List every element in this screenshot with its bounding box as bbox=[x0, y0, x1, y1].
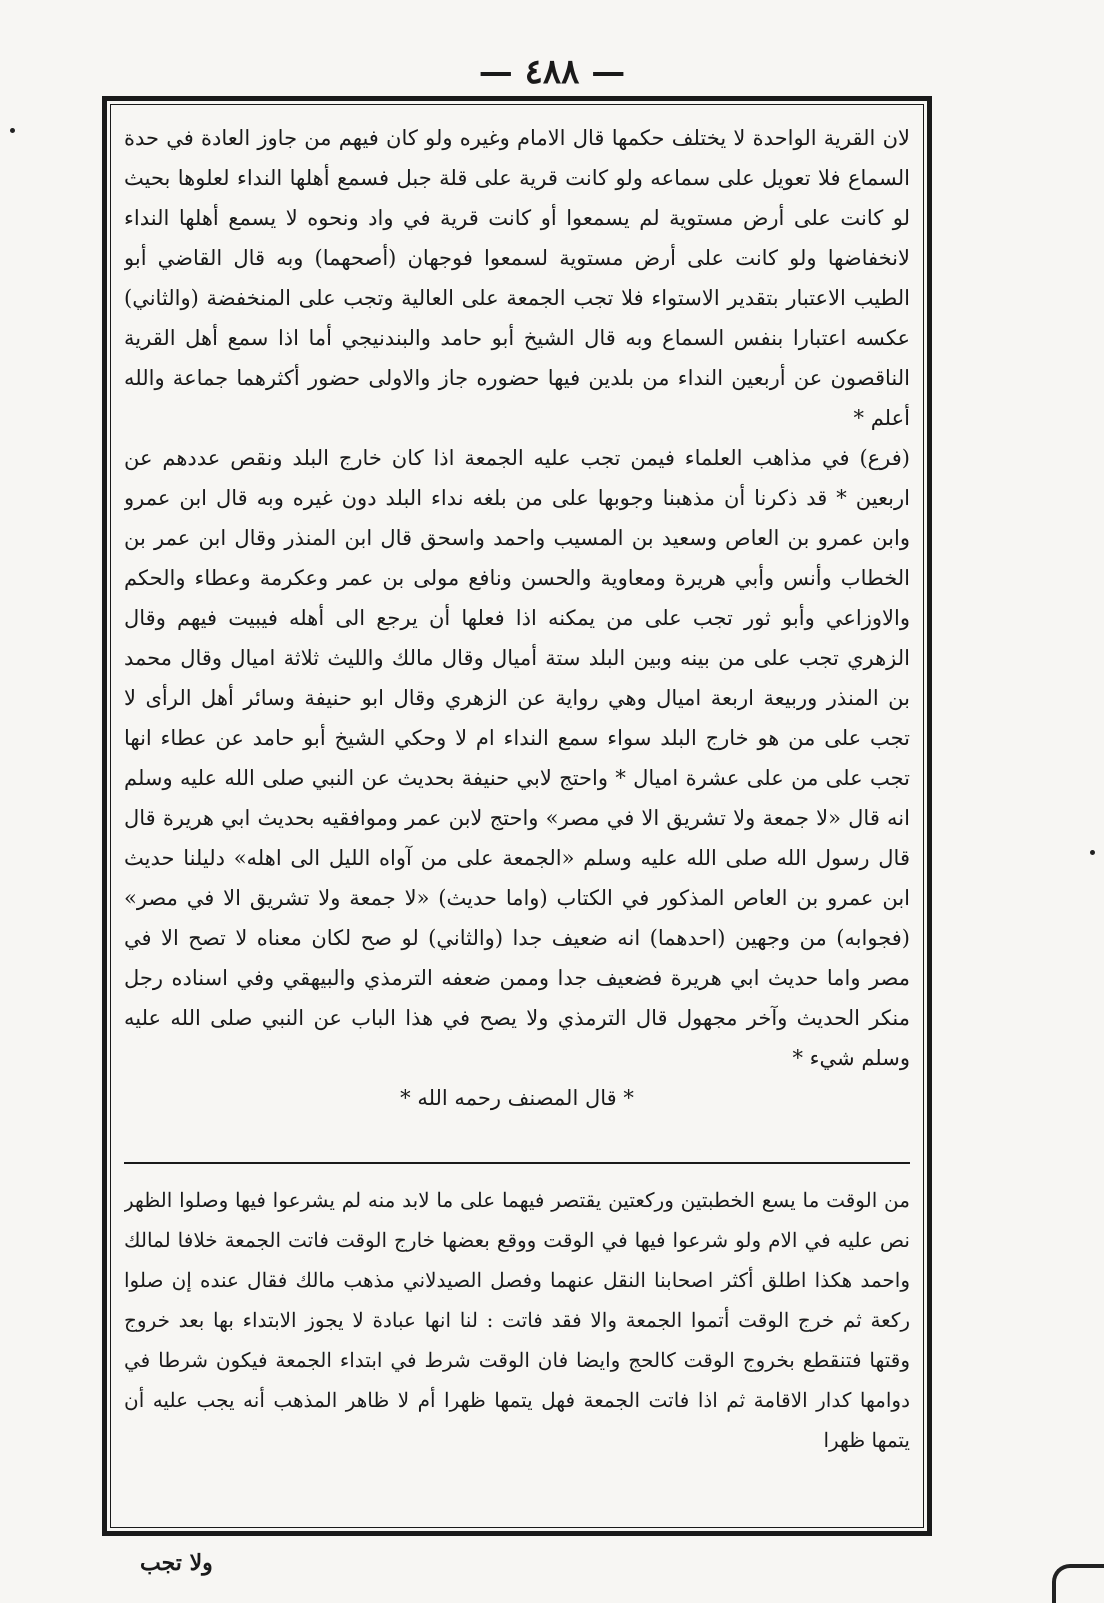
main-paragraph-1: لان القرية الواحدة لا يختلف حكمها قال الامام وغيره ولو كان فيهم من جاوز العادة في حدة السماع فلا تعويل على سماعه ولو كانت قرية على قلة جبل فسمع أهلها النداء لعلوها بحيث لو كانت على أرض مستوية لم يسمعوا أو كانت قرية في واد ونحوه لا يسمع أهلها النداء لانخفاضها ولو كانت على أرض مستوية لسمعوا فوجهان (أصحهما) وبه قال القاضي أبو الطيب الاعتبار بتقدير الاستواء فلا تجب الجمعة على العالية وتجب على المنخفضة (والثاني) عكسه اعتبارا بنفس السماع وبه قال الشيخ أبو حامد والبندنيجي أما اذا سمع أهل القرية الناقصون عن أربعين النداء من بلدين فيها حضوره جاز والاولى حضور أكثرهما جماعة والله أعلم * bbox=[124, 126, 910, 430]
footnote-paragraph: من الوقت ما يسع الخطبتين وركعتين يقتصر فيهما على ما لابد منه لم يشرعوا فيها وصلوا الظهر نص عليه في الام ولو شرعوا فيها في الوقت ووقع بعضها خارج الوقت فاتت الجمعة خلافا لمالك واحمد هكذا اطلق أكثر اصحابنا النقل عنهما وفصل الصيدلاني مذهب مالك فقال عنده إن صلوا ركعة ثم خرج الوقت أتموا الجمعة والا فقد فاتت : لنا انها عبادة لا يجوز الابتداء بها بعد خروج وقتها فتنقطع بخروج الوقت كالحج وايضا فان الوقت شرط في ابتداء الجمعة فيكون شرطا في دوامها كدار الاقامة ثم اذا فاتت الجمعة فهل يتمها ظهرا أم لا ظاهر المذهب أنه يجب عليه أن يتمها ظهرا bbox=[124, 1188, 910, 1452]
footnote-body bbox=[124, 1180, 910, 1520]
section-heading: * قال المصنف رحمه الله * bbox=[400, 1086, 634, 1110]
page-number: — ٤٨٨ — bbox=[478, 52, 626, 92]
catchword: ولا تجب bbox=[140, 1550, 213, 1576]
scan-speck bbox=[1090, 850, 1095, 855]
main-paragraph-2: (فرع) في مذاهب العلماء فيمن تجب عليه الجمعة اذا كان خارج البلد ونقص عددهم عن اربعين * قد ذكرنا أن مذهبنا وجوبها على من بلغه نداء البلد دون غيره وبه قال ابن عمرو وابن عمرو بن العاص وسعيد بن المسيب واحمد واسحق قال ابن المنذر وقال ابن عمر بن الخطاب وأنس وأبي هريرة ومعاوية والحسن ونافع مولى بن عمر وعكرمة وعطاء والحكم والاوزاعي وأبو ثور تجب على من يمكنه اذا فعلها أن يرجع الى أهله فيبيت فيهم وقال الزهري تجب على من بينه وبين البلد ستة أميال وقال مالك والليث ثلاثة اميال وقال محمد بن المنذر وربيعة اربعة اميال وهي رواية عن الزهري وقال ابو حنيفة وسائر أهل الرأى لا تجب على من هو خارج البلد سواء سمع النداء ام لا وحكي الشيخ أبو حامد عن عطاء انها تجب على من على عشرة اميال * واحتج لابي حنيفة بحديث عن النبي صلى الله عليه وسلم انه قال «لا جمعة ولا تشريق الا في مصر» واحتج لابن عمر وموافقيه بحديث ابي هريرة قال قال رسول الله صلى الله عليه وسلم «الجمعة على من آواه الليل الى اهله» دليلنا حديث ابن عمرو بن العاص المذكور في الكتاب (واما حديث) «لا جمعة ولا تشريق الا في مصر» (فجوابه) من وجهين (احدهما) انه ضعيف جدا (والثاني) لو صح لكان معناه لا تصح الا في مصر واما حديث ابي هريرة فضعيف جدا وممن ضعفه الترمذي والبيهقي وفي اسناده رجل منكر الحديث وآخر مجهول قال الترمذي ولا يصح في هذا الباب عن النبي صلى الله عليه وسلم شيء * bbox=[124, 446, 910, 1070]
scan-speck bbox=[10, 128, 15, 133]
footnote-divider bbox=[124, 1162, 910, 1164]
main-text-body bbox=[124, 118, 910, 1144]
scan-corner-mark bbox=[1052, 1564, 1104, 1603]
